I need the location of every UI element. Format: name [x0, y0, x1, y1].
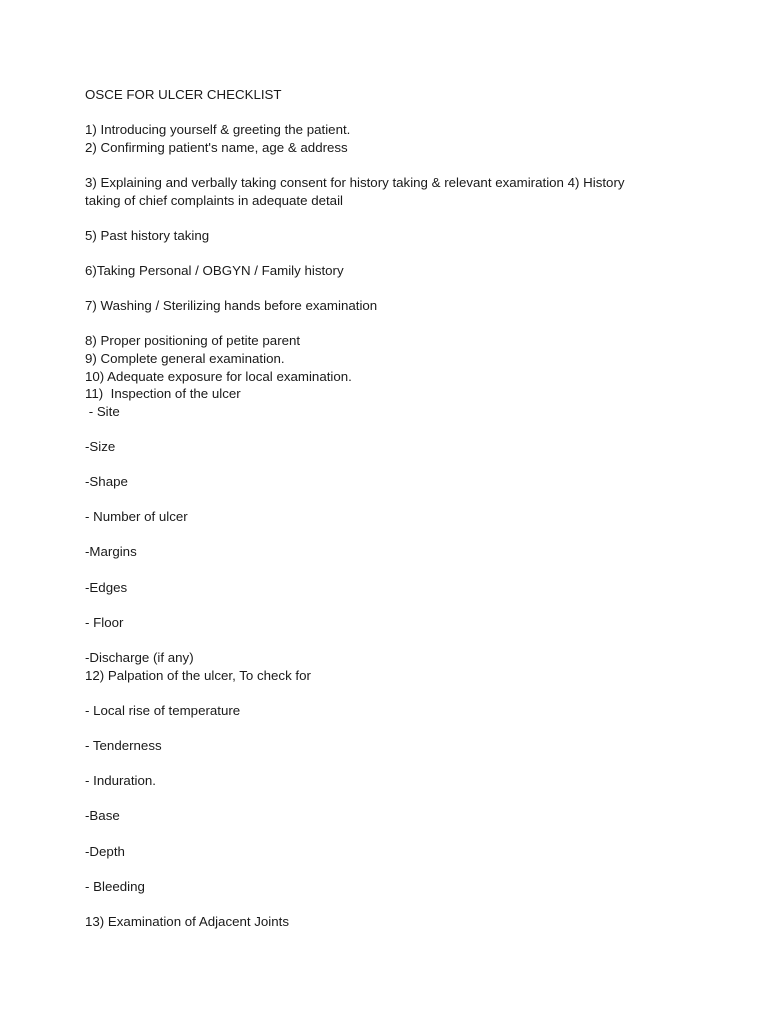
- checklist-item: 8) Proper positioning of petite parent: [85, 333, 301, 349]
- checklist-item: 13) Examination of Adjacent Joints: [85, 913, 290, 929]
- checklist-subitem: - Floor: [85, 614, 124, 630]
- document-page: [85, 86, 645, 931]
- checklist-item: 9) Complete general examination.: [85, 350, 285, 366]
- checklist-subitem: -Edges: [85, 579, 128, 595]
- checklist-subitem: - Site: [85, 403, 120, 419]
- checklist-subitem: - Local rise of temperature: [85, 702, 241, 718]
- checklist-subitem: -Size: [85, 438, 116, 454]
- checklist-subitem: -Base: [85, 808, 120, 824]
- checklist-subitem: - Number of ulcer: [85, 509, 188, 525]
- checklist-item: 5) Past history taking: [85, 227, 210, 243]
- checklist-item: 12) Palpation of the ulcer, To check for: [85, 667, 311, 683]
- checklist-item: 1) Introducing yourself & greeting the patient.: [85, 122, 351, 138]
- checklist-subitem: - Tenderness: [85, 737, 162, 753]
- checklist-subitem: -Discharge (if any): [85, 650, 194, 665]
- checklist-subitem: - Induration.: [85, 773, 156, 789]
- checklist-subitem: -Depth: [85, 843, 125, 859]
- checklist-item: 2) Confirming patient's name, age & address: [85, 139, 348, 155]
- document-title: OSCE FOR ULCER CHECKLIST: [85, 87, 282, 102]
- checklist-item: 6)Taking Personal / OBGYN / Family history: [85, 262, 344, 278]
- checklist-subitem: - Bleeding: [85, 878, 145, 894]
- checklist-item: 10) Adequate exposure for local examination.: [85, 368, 352, 384]
- checklist-subitem: -Margins: [85, 544, 137, 560]
- checklist-item: 3) Explaining and verbally taking consent for history taking & relevant examiration 4) History taking of chief complaints in adequate detail: [85, 174, 625, 208]
- checklist-subitem: -Shape: [85, 474, 128, 490]
- checklist-item: 7) Washing / Sterilizing hands before examination: [85, 298, 378, 314]
- checklist-item: 11) Inspection of the ulcer: [85, 386, 241, 402]
